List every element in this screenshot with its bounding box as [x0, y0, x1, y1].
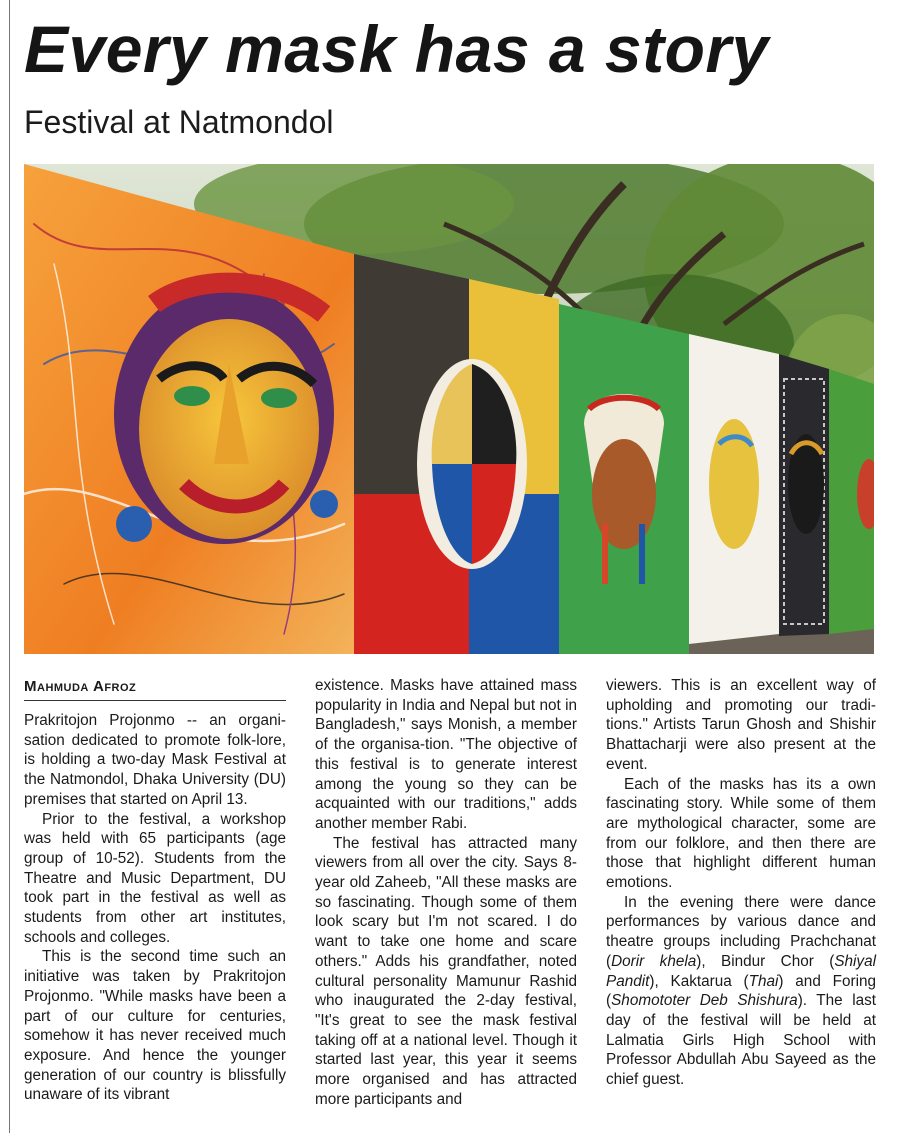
headline: Every mask has a story: [24, 12, 769, 86]
paragraph-3: This is the second time such an initiative was taken by Prakritojon Projonmo. "While masks have been a part of our culture for centuries, somehow it has never received much exposure. And hence the younger generation of our country is blissfully unaware of its vibrant: [24, 948, 286, 1104]
split-color-mask: [417, 359, 527, 569]
group-play-shiyal-pandit: Shiyal Pandit: [606, 952, 876, 990]
paragraph-6: [606, 893, 876, 1090]
p6-text-i: ). The last day of the festival will be held at Lalmatia Girls High School with Professor Abdullah Abu Sayeed as the chief guest.: [606, 992, 877, 1089]
subheadline: Festival at Natmondol: [24, 104, 334, 140]
group-play-dorir-khela: Dorir khela: [611, 952, 697, 970]
p6-text-e: ), Kaktarua (: [649, 972, 749, 990]
column-2: [315, 676, 577, 1109]
paragraph-2: Prior to the festival, a workshop was held with 65 participants (age group of 10-52). Students from the Theatre and Music Department, DU took part in the festival as well as students from other art institutes, schools and colleges.: [24, 810, 286, 946]
page-left-rule: [9, 0, 10, 1133]
group-play-thai: Thai: [748, 972, 779, 990]
paragraph-3-continued: existence. Masks have attained mass popularity in India and Nepal but not in Bangladesh," says Monish, a member of the organisa-tion. "The objective of this festival is to generate interest among the young so they can be acquainted with our traditions," adds another member Rabi.: [315, 677, 577, 832]
p6-text-g: ) and Foring (: [606, 972, 876, 1010]
column-1: [24, 676, 286, 1105]
p6-text-c: ), Bindur Chor (: [696, 952, 835, 970]
white-panel-mask: [709, 419, 759, 549]
byline: [24, 676, 286, 701]
paragraph-4: The festival has attracted many viewers from all over the city. Says 8-year old Zaheeb, "All these masks are so fascinating. Though some of them look scary but I'm not scared. I do want to take one home and scare others." Adds his grandfather, noted cultural personality Mamunur Rashid who inaugurated the 2-day festival, "It's great to see the mask festival taking off at a national level. Though it started last year, this year it seems more organised and has attracted more participants and: [315, 834, 577, 1108]
paragraph-4-continued: viewers. This is an excellent way of upholding and promoting our tradi-tions." Artists Tarun Ghosh and Shishir Bhattacharji were also present at the event.: [606, 677, 876, 773]
column-3: [606, 676, 876, 1090]
p6-text-a: In the evening there were dance performances by various dance and theatre groups including Prachchanat (: [606, 893, 876, 970]
mask-festival-photo: [24, 164, 874, 654]
paragraph-5: Each of the masks has its a own fascinating story. While some of them are mythological character, some are from our folklore, and then there are those that highlight different human emotions.: [606, 775, 876, 892]
dark-mask: [788, 434, 824, 534]
paragraph-1: Prakritojon Projonmo -- an organi-sation dedicated to promote folk-lore, is holding a two-day Mask Festival at the Natmondol, Dhaka University (DU) premises that started on April 13.: [24, 712, 286, 808]
byline-text: Mahmuda Afroz: [24, 678, 137, 695]
group-play-shomototer-deb-shishura: Shomototer Deb Shishura: [611, 992, 798, 1010]
